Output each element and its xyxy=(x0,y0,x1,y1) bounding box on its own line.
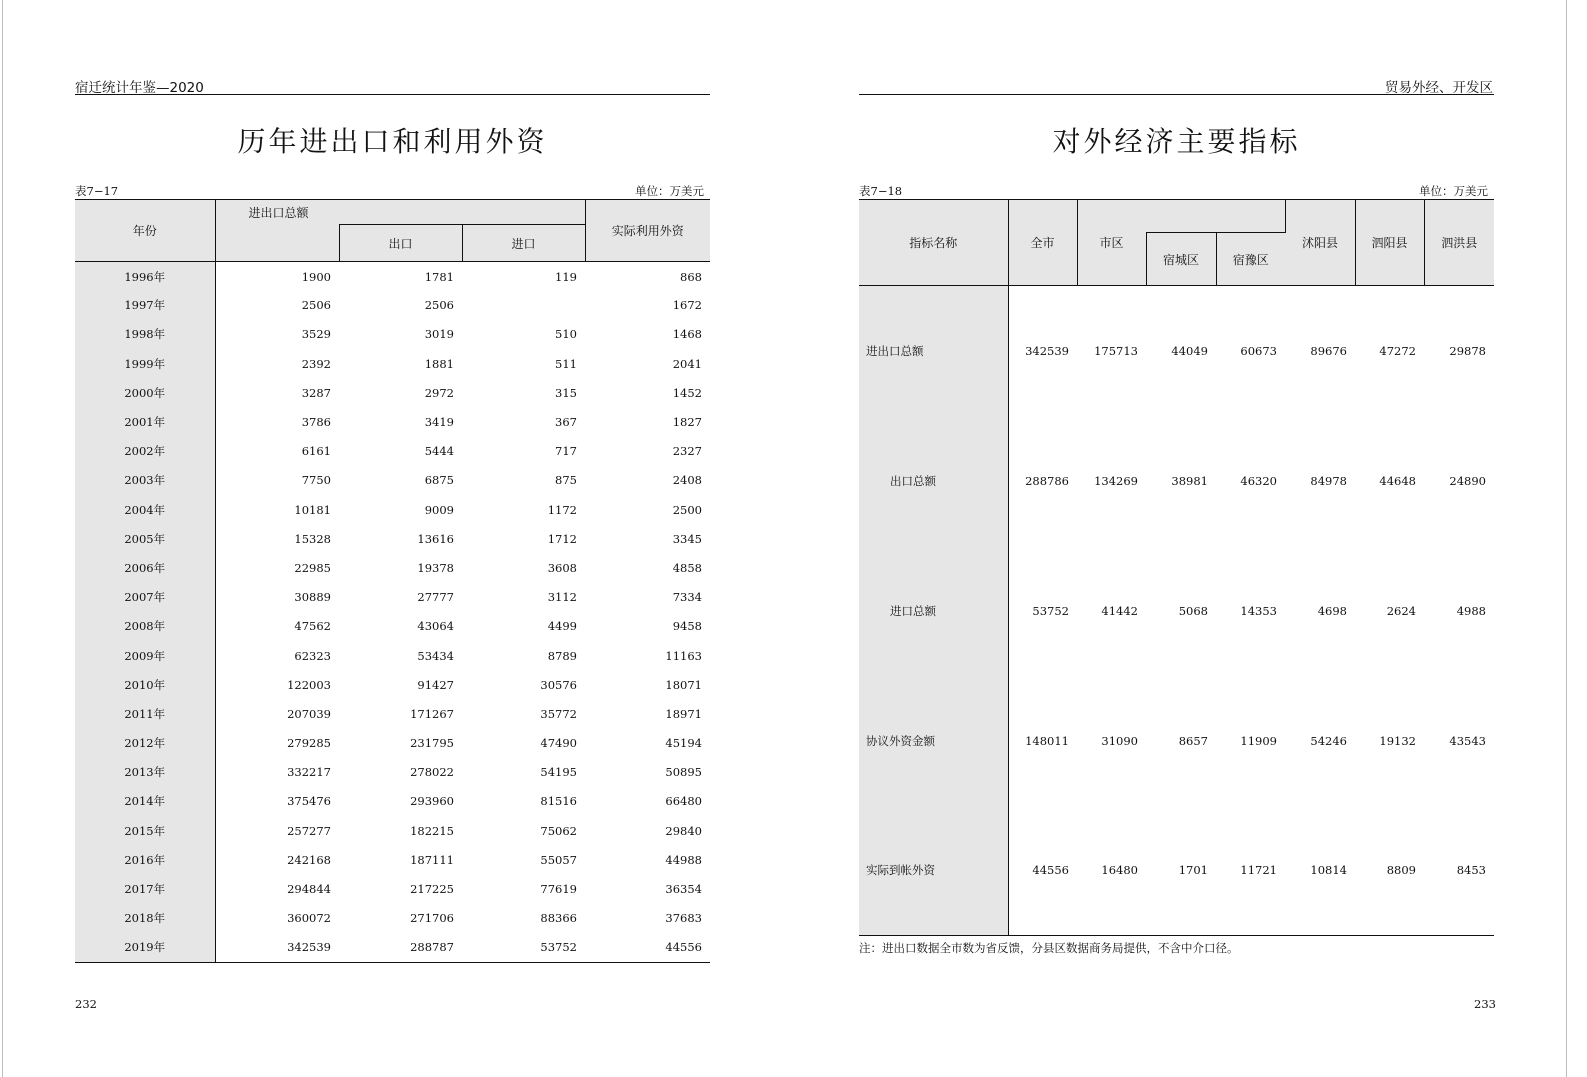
cell-fdi: 2041 xyxy=(672,356,702,371)
foreign-economy-table xyxy=(859,199,1494,936)
table-row xyxy=(75,816,710,845)
cell-import: 1172 xyxy=(547,502,577,517)
running-head-right: 贸易外经、开发区 xyxy=(1385,80,1493,96)
cell-total: 6161 xyxy=(301,444,331,459)
cell-fdi: 3345 xyxy=(672,531,702,546)
table-row xyxy=(859,546,1494,676)
table-row xyxy=(75,583,710,612)
cell-sihong: 4988 xyxy=(1456,603,1486,618)
cell-import: 717 xyxy=(555,444,577,459)
cell-total: 360072 xyxy=(287,911,331,926)
table-row xyxy=(75,262,710,291)
cell-city: 342539 xyxy=(1025,343,1069,358)
cell-year: 2002年 xyxy=(75,437,215,466)
cell-export: 5444 xyxy=(424,444,454,459)
cell-siyang: 19132 xyxy=(1379,733,1416,748)
cell-fdi: 1452 xyxy=(672,385,702,400)
header-city: 全市 xyxy=(1008,200,1077,286)
cell-siyang: 47272 xyxy=(1379,343,1416,358)
cell-sucheng: 5068 xyxy=(1178,603,1208,618)
cell-siyang: 8809 xyxy=(1386,863,1416,878)
cell-fdi: 18071 xyxy=(665,677,702,692)
cell-total: 279285 xyxy=(287,736,331,751)
cell-fdi: 4858 xyxy=(672,560,702,575)
cell-export: 278022 xyxy=(410,765,454,780)
cell-fdi: 36354 xyxy=(665,882,702,897)
header-suyu: 宿豫区 xyxy=(1216,233,1285,286)
cell-year: 2004年 xyxy=(75,495,215,524)
header-indicator: 指标名称 xyxy=(859,200,1008,286)
cell-year: 2000年 xyxy=(75,378,215,407)
table-row xyxy=(859,286,1494,416)
cell-import: 510 xyxy=(555,327,577,342)
cell-import xyxy=(462,291,585,320)
cell-fdi: 2500 xyxy=(672,502,702,517)
cell-total: 10181 xyxy=(294,502,331,517)
header-urban-span xyxy=(1146,200,1285,233)
cell-fdi: 50895 xyxy=(665,765,702,780)
header-siyang: 泗阳县 xyxy=(1355,200,1424,286)
cell-fdi: 45194 xyxy=(665,736,702,751)
cell-total: 122003 xyxy=(287,677,331,692)
cell-year: 1997年 xyxy=(75,291,215,320)
table-note: 注：进出口数据全市数为省反馈，分县区数据商务局提供，不含中介口径。 xyxy=(859,941,1239,955)
cell-sucheng: 8657 xyxy=(1178,733,1208,748)
table-row xyxy=(75,320,710,349)
cell-total: 342539 xyxy=(287,940,331,955)
cell-siyang: 44648 xyxy=(1379,473,1416,488)
cell-urban: 134269 xyxy=(1094,473,1138,488)
cell-year: 2009年 xyxy=(75,641,215,670)
cell-total: 242168 xyxy=(287,852,331,867)
table-row xyxy=(75,466,710,495)
cell-sucheng: 44049 xyxy=(1171,343,1208,358)
cell-sucheng: 1701 xyxy=(1178,863,1208,878)
cell-year: 2001年 xyxy=(75,407,215,436)
cell-export: 171267 xyxy=(410,706,454,721)
cell-urban: 16480 xyxy=(1101,863,1138,878)
cell-export: 231795 xyxy=(410,736,454,751)
cell-year: 1999年 xyxy=(75,349,215,378)
cell-year: 2016年 xyxy=(75,845,215,874)
table-row xyxy=(75,699,710,728)
cell-import: 75062 xyxy=(540,823,577,838)
cell-sihong: 29878 xyxy=(1449,343,1486,358)
cell-total: 375476 xyxy=(287,794,331,809)
cell-total: 22985 xyxy=(294,560,331,575)
cell-year: 2011年 xyxy=(75,699,215,728)
cell-export: 43064 xyxy=(417,619,454,634)
cell-fdi: 1672 xyxy=(672,298,702,313)
cell-import: 54195 xyxy=(540,765,577,780)
running-head-left: 宿迁统计年鉴—2020 xyxy=(75,80,204,96)
table-row xyxy=(75,378,710,407)
cell-suyu: 11721 xyxy=(1240,863,1277,878)
cell-total: 30889 xyxy=(294,590,331,605)
cell-name: 进出口总额 xyxy=(859,286,1008,416)
header-year: 年份 xyxy=(75,200,215,262)
cell-fdi: 18971 xyxy=(665,706,702,721)
cell-export: 293960 xyxy=(410,794,454,809)
cell-siyang: 2624 xyxy=(1386,603,1416,618)
table-row xyxy=(75,670,710,699)
cell-name: 协议外资金额 xyxy=(859,676,1008,806)
cell-import: 8789 xyxy=(547,648,577,663)
cell-year: 2010年 xyxy=(75,670,215,699)
cell-export: 3019 xyxy=(424,327,454,342)
header-import: 进口 xyxy=(462,225,585,262)
cell-fdi: 7334 xyxy=(672,590,702,605)
cell-urban: 41442 xyxy=(1101,603,1138,618)
cell-urban: 31090 xyxy=(1101,733,1138,748)
header-fdi: 实际利用外资 xyxy=(585,200,710,262)
table-row xyxy=(75,904,710,933)
table-row xyxy=(75,553,710,582)
cell-suyu: 46320 xyxy=(1240,473,1277,488)
cell-total: 62323 xyxy=(294,648,331,663)
cell-shuyang: 4698 xyxy=(1317,603,1347,618)
page-title-right: 对外经济主要指标 xyxy=(1052,125,1301,158)
cell-city: 288786 xyxy=(1025,473,1069,488)
cell-fdi: 11163 xyxy=(665,648,702,663)
cell-year: 2019年 xyxy=(75,933,215,962)
cell-export: 53434 xyxy=(417,648,454,663)
cell-export: 3419 xyxy=(424,415,454,430)
cell-sihong: 43543 xyxy=(1449,733,1486,748)
table-row xyxy=(75,407,710,436)
unit-left: 单位：万美元 xyxy=(635,184,704,198)
cell-import: 1712 xyxy=(547,531,577,546)
cell-export: 2506 xyxy=(424,298,454,313)
cell-total: 2392 xyxy=(301,356,331,371)
cell-import: 55057 xyxy=(540,852,577,867)
cell-import: 35772 xyxy=(540,706,577,721)
table-row xyxy=(75,612,710,641)
trade-history-body xyxy=(75,262,710,963)
cell-total: 207039 xyxy=(287,706,331,721)
cell-shuyang: 89676 xyxy=(1310,343,1347,358)
cell-city: 53752 xyxy=(1032,603,1069,618)
cell-total: 332217 xyxy=(287,765,331,780)
cell-import: 30576 xyxy=(540,677,577,692)
cell-export: 9009 xyxy=(424,502,454,517)
foreign-economy-body xyxy=(859,286,1494,936)
cell-fdi: 2327 xyxy=(672,444,702,459)
cell-fdi: 1468 xyxy=(672,327,702,342)
page-number-left: 232 xyxy=(75,997,97,1011)
table-row xyxy=(859,806,1494,936)
table-row xyxy=(75,291,710,320)
cell-total: 1900 xyxy=(301,270,331,285)
cell-import: 47490 xyxy=(540,736,577,751)
cell-total: 3287 xyxy=(301,385,331,400)
table-row xyxy=(859,416,1494,546)
table-row xyxy=(75,933,710,962)
cell-fdi: 44556 xyxy=(665,940,702,955)
cell-import: 77619 xyxy=(540,882,577,897)
cell-import: 315 xyxy=(555,385,577,400)
cell-city: 44556 xyxy=(1032,863,1069,878)
cell-import: 53752 xyxy=(540,940,577,955)
cell-fdi: 44988 xyxy=(665,852,702,867)
header-shuyang: 沭阳县 xyxy=(1285,200,1355,286)
table-row xyxy=(75,641,710,670)
cell-sucheng: 38981 xyxy=(1171,473,1208,488)
cell-total: 2506 xyxy=(301,298,331,313)
cell-name: 实际到帐外资 xyxy=(859,806,1008,936)
cell-fdi: 66480 xyxy=(665,794,702,809)
cell-name: 进口总额 xyxy=(859,546,1008,676)
trade-history-table xyxy=(75,199,710,963)
header-total: 进出口总额 xyxy=(215,200,339,225)
cell-export: 187111 xyxy=(410,852,454,867)
cell-total: 3786 xyxy=(301,415,331,430)
header-rule-left xyxy=(75,94,710,95)
cell-import: 119 xyxy=(555,270,577,285)
header-sihong: 泗洪县 xyxy=(1424,200,1494,286)
cell-total: 15328 xyxy=(294,531,331,546)
cell-total: 294844 xyxy=(287,882,331,897)
cell-export: 217225 xyxy=(410,882,454,897)
cell-year: 2014年 xyxy=(75,787,215,816)
cell-total: 3529 xyxy=(301,327,331,342)
cell-shuyang: 10814 xyxy=(1310,863,1347,878)
cell-total: 47562 xyxy=(294,619,331,634)
cell-shuyang: 54246 xyxy=(1310,733,1347,748)
table-row xyxy=(75,524,710,553)
cell-export: 13616 xyxy=(417,531,454,546)
cell-export: 19378 xyxy=(417,560,454,575)
table-row xyxy=(75,845,710,874)
cell-fdi: 9458 xyxy=(672,619,702,634)
cell-year: 2017年 xyxy=(75,874,215,903)
table-row xyxy=(859,676,1494,806)
page-edge-right xyxy=(1566,0,1567,1077)
table-id-right: 表7−18 xyxy=(859,184,903,198)
cell-import: 88366 xyxy=(540,911,577,926)
table-row xyxy=(75,349,710,378)
cell-suyu: 14353 xyxy=(1240,603,1277,618)
cell-year: 2005年 xyxy=(75,524,215,553)
cell-year: 2003年 xyxy=(75,466,215,495)
cell-year: 2015年 xyxy=(75,816,215,845)
table-row xyxy=(75,729,710,758)
table-row xyxy=(75,787,710,816)
cell-export: 271706 xyxy=(410,911,454,926)
cell-name: 出口总额 xyxy=(859,416,1008,546)
table-row xyxy=(75,758,710,787)
cell-import: 81516 xyxy=(540,794,577,809)
cell-sihong: 24890 xyxy=(1449,473,1486,488)
cell-export: 91427 xyxy=(417,677,454,692)
cell-year: 2012年 xyxy=(75,729,215,758)
cell-sihong: 8453 xyxy=(1456,863,1486,878)
cell-fdi: 1827 xyxy=(672,415,702,430)
cell-fdi: 29840 xyxy=(665,823,702,838)
cell-import: 4499 xyxy=(547,619,577,634)
cell-export: 2972 xyxy=(424,385,454,400)
cell-export: 6875 xyxy=(424,473,454,488)
cell-total: 7750 xyxy=(301,473,331,488)
cell-fdi: 2408 xyxy=(672,473,702,488)
header-rule-right xyxy=(859,94,1494,95)
cell-year: 2013年 xyxy=(75,758,215,787)
cell-total: 257277 xyxy=(287,823,331,838)
table-id-left: 表7−17 xyxy=(75,184,119,198)
cell-import: 367 xyxy=(555,415,577,430)
cell-export: 288787 xyxy=(410,940,454,955)
cell-year: 2018年 xyxy=(75,904,215,933)
header-sucheng: 宿城区 xyxy=(1146,233,1216,286)
table-row xyxy=(75,495,710,524)
cell-suyu: 60673 xyxy=(1240,343,1277,358)
unit-right: 单位：万美元 xyxy=(1419,184,1488,198)
cell-export: 1781 xyxy=(424,270,454,285)
cell-year: 2007年 xyxy=(75,583,215,612)
cell-export: 1881 xyxy=(424,356,454,371)
page-title-left: 历年进出口和利用外资 xyxy=(237,125,548,158)
cell-urban: 175713 xyxy=(1094,343,1138,358)
cell-suyu: 11909 xyxy=(1240,733,1277,748)
cell-import: 3112 xyxy=(547,590,577,605)
header-export: 出口 xyxy=(339,225,462,262)
cell-fdi: 868 xyxy=(680,270,702,285)
cell-export: 182215 xyxy=(410,823,454,838)
cell-import: 3608 xyxy=(547,560,577,575)
cell-import: 511 xyxy=(555,356,577,371)
header-total-cont xyxy=(215,225,339,262)
cell-shuyang: 84978 xyxy=(1310,473,1347,488)
table-row xyxy=(75,437,710,466)
page-number-right: 233 xyxy=(1474,997,1496,1011)
cell-import: 875 xyxy=(555,473,577,488)
cell-export: 27777 xyxy=(417,590,454,605)
cell-city: 148011 xyxy=(1025,733,1069,748)
page-edge-left xyxy=(2,0,3,1077)
header-blank xyxy=(339,200,585,225)
cell-fdi: 37683 xyxy=(665,911,702,926)
cell-year: 1998年 xyxy=(75,320,215,349)
cell-year: 1996年 xyxy=(75,262,215,291)
cell-year: 2006年 xyxy=(75,553,215,582)
cell-year: 2008年 xyxy=(75,612,215,641)
header-urban: 市区 xyxy=(1077,200,1146,286)
table-row xyxy=(75,874,710,903)
